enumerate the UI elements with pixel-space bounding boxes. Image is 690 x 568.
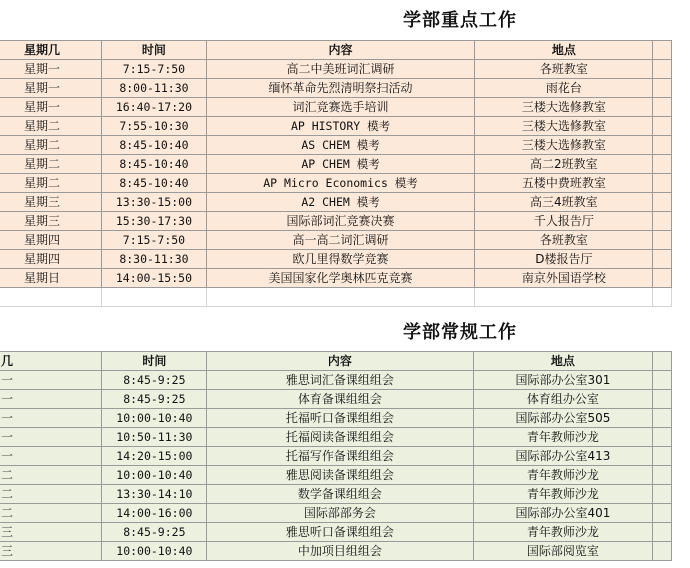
location-cell[interactable]: 三楼大选修教室 bbox=[475, 117, 653, 136]
table-row bbox=[0, 466, 672, 485]
extra-cell[interactable] bbox=[653, 542, 672, 561]
time-cell[interactable]: 10:00-10:40 bbox=[102, 466, 207, 485]
extra-cell[interactable] bbox=[653, 212, 672, 231]
weekday-cell[interactable]: 星期二 bbox=[0, 174, 102, 193]
header-weekday: 几 bbox=[0, 352, 102, 371]
extra-cell[interactable] bbox=[653, 193, 672, 212]
time-cell[interactable]: 8:45-10:40 bbox=[102, 155, 207, 174]
location-cell[interactable]: 体育组办公室 bbox=[473, 390, 653, 409]
weekday-cell[interactable]: 星期二 bbox=[0, 117, 102, 136]
weekday-cell[interactable]: 一 bbox=[0, 390, 102, 409]
content-cell[interactable]: 美国国家化学奥林匹克竞赛 bbox=[206, 269, 475, 288]
table-row bbox=[0, 60, 672, 79]
header-content: 内容 bbox=[206, 41, 475, 60]
content-cell[interactable]: 托福写作备课组组会 bbox=[207, 447, 473, 466]
location-cell[interactable]: 青年教师沙龙 bbox=[473, 485, 653, 504]
extra-cell[interactable] bbox=[653, 409, 672, 428]
weekday-cell[interactable]: 星期一 bbox=[0, 98, 102, 117]
location-cell[interactable]: 高二2班教室 bbox=[475, 155, 653, 174]
location-cell[interactable]: 千人报告厅 bbox=[475, 212, 653, 231]
weekday-cell[interactable]: 二 bbox=[0, 485, 102, 504]
location-cell[interactable]: 国际部阅览室 bbox=[473, 542, 653, 561]
table-row bbox=[0, 79, 672, 98]
content-cell[interactable]: 缅怀革命先烈清明祭扫活动 bbox=[206, 79, 475, 98]
extra-cell[interactable] bbox=[653, 136, 672, 155]
time-cell[interactable]: 8:30-11:30 bbox=[102, 250, 207, 269]
content-cell[interactable]: 高一高二词汇调研 bbox=[206, 231, 475, 250]
table-row bbox=[0, 485, 672, 504]
table-row bbox=[0, 523, 672, 542]
location-cell[interactable]: 国际部办公室505 bbox=[473, 409, 653, 428]
header-extra bbox=[653, 352, 672, 371]
location-cell[interactable]: D楼报告厅 bbox=[475, 250, 653, 269]
table-row bbox=[0, 193, 672, 212]
table-row bbox=[0, 371, 672, 390]
location-cell[interactable]: 雨花台 bbox=[475, 79, 653, 98]
content-cell[interactable]: AP CHEM 模考 bbox=[206, 155, 475, 174]
weekday-cell[interactable]: 一 bbox=[0, 447, 102, 466]
extra-cell[interactable] bbox=[653, 466, 672, 485]
weekday-cell[interactable]: 三 bbox=[0, 542, 102, 561]
weekday-cell[interactable]: 一 bbox=[0, 428, 102, 447]
extra-cell[interactable] bbox=[653, 60, 672, 79]
time-cell[interactable]: 15:30-17:30 bbox=[102, 212, 207, 231]
table-row bbox=[0, 269, 672, 288]
routine-work-header-row bbox=[0, 352, 672, 371]
key-work-table bbox=[0, 40, 672, 307]
table-row bbox=[0, 542, 672, 561]
location-cell[interactable]: 国际部办公室401 bbox=[473, 504, 653, 523]
weekday-cell[interactable]: 星期日 bbox=[0, 269, 102, 288]
header-location: 地点 bbox=[475, 41, 653, 60]
location-cell[interactable]: 青年教师沙龙 bbox=[473, 523, 653, 542]
time-cell[interactable]: 10:00-10:40 bbox=[102, 409, 207, 428]
location-cell[interactable]: 高三4班教室 bbox=[475, 193, 653, 212]
location-cell[interactable]: 国际部办公室413 bbox=[473, 447, 653, 466]
table-row bbox=[0, 447, 672, 466]
time-cell[interactable]: 7:15-7:50 bbox=[102, 60, 207, 79]
blank-cell[interactable] bbox=[653, 288, 672, 307]
location-cell[interactable]: 五楼中费班教室 bbox=[475, 174, 653, 193]
table-row bbox=[0, 212, 672, 231]
time-cell[interactable]: 13:30-15:00 bbox=[102, 193, 207, 212]
weekday-cell[interactable]: 二 bbox=[0, 466, 102, 485]
header-weekday: 星期几 bbox=[0, 41, 102, 60]
location-cell[interactable]: 三楼大选修教室 bbox=[475, 136, 653, 155]
table-row bbox=[0, 409, 672, 428]
content-cell[interactable]: 国际部部务会 bbox=[207, 504, 473, 523]
weekday-cell[interactable]: 星期四 bbox=[0, 231, 102, 250]
key-work-body bbox=[0, 60, 672, 288]
location-cell[interactable]: 国际部办公室301 bbox=[473, 371, 653, 390]
table-row bbox=[0, 504, 672, 523]
routine-work-body bbox=[0, 371, 672, 561]
time-cell[interactable]: 14:20-15:00 bbox=[102, 447, 207, 466]
time-cell[interactable]: 16:40-17:20 bbox=[102, 98, 207, 117]
extra-cell[interactable] bbox=[653, 523, 672, 542]
weekday-cell[interactable]: 星期一 bbox=[0, 60, 102, 79]
extra-cell[interactable] bbox=[653, 79, 672, 98]
blank-cell[interactable] bbox=[0, 288, 102, 307]
header-time: 时间 bbox=[102, 41, 207, 60]
weekday-cell[interactable]: 二 bbox=[0, 504, 102, 523]
content-cell[interactable]: A2 CHEM 模考 bbox=[206, 193, 475, 212]
time-cell[interactable]: 13:30-14:10 bbox=[102, 485, 207, 504]
location-cell[interactable]: 三楼大选修教室 bbox=[475, 98, 653, 117]
time-cell[interactable]: 14:00-16:00 bbox=[102, 504, 207, 523]
location-cell[interactable]: 青年教师沙龙 bbox=[473, 466, 653, 485]
extra-cell[interactable] bbox=[653, 447, 672, 466]
content-cell[interactable]: 雅思词汇备课组组会 bbox=[207, 371, 473, 390]
content-cell[interactable]: 国际部词汇竞赛决赛 bbox=[206, 212, 475, 231]
extra-cell[interactable] bbox=[653, 485, 672, 504]
extra-cell[interactable] bbox=[653, 504, 672, 523]
table-row bbox=[0, 428, 672, 447]
table-row bbox=[0, 250, 672, 269]
content-cell[interactable]: 托福听口备课组组会 bbox=[207, 409, 473, 428]
content-cell[interactable]: 雅思听口备课组组会 bbox=[207, 523, 473, 542]
table-row bbox=[0, 117, 672, 136]
extra-cell[interactable] bbox=[653, 250, 672, 269]
key-work-title: 学部重点工作 bbox=[403, 10, 517, 31]
time-cell[interactable]: 8:45-9:25 bbox=[102, 390, 207, 409]
content-cell[interactable]: AS CHEM 模考 bbox=[206, 136, 475, 155]
extra-cell[interactable] bbox=[653, 155, 672, 174]
table-row bbox=[0, 155, 672, 174]
key-work-blank-row bbox=[0, 288, 672, 307]
time-cell[interactable]: 8:45-9:25 bbox=[102, 523, 207, 542]
time-cell[interactable]: 8:45-10:40 bbox=[102, 174, 207, 193]
header-extra bbox=[653, 41, 672, 60]
weekday-cell[interactable]: 星期四 bbox=[0, 250, 102, 269]
weekday-cell[interactable]: 星期三 bbox=[0, 212, 102, 231]
table-row bbox=[0, 98, 672, 117]
location-cell[interactable]: 南京外国语学校 bbox=[475, 269, 653, 288]
time-cell[interactable]: 8:00-11:30 bbox=[102, 79, 207, 98]
time-cell[interactable]: 10:00-10:40 bbox=[102, 542, 207, 561]
weekday-cell[interactable]: 星期三 bbox=[0, 193, 102, 212]
location-cell[interactable]: 青年教师沙龙 bbox=[473, 428, 653, 447]
time-cell[interactable]: 10:50-11:30 bbox=[102, 428, 207, 447]
weekday-cell[interactable]: 星期二 bbox=[0, 136, 102, 155]
time-cell[interactable]: 14:00-15:50 bbox=[102, 269, 207, 288]
weekday-cell[interactable]: 星期二 bbox=[0, 155, 102, 174]
location-cell[interactable]: 各班教室 bbox=[475, 60, 653, 79]
weekday-cell[interactable]: 星期一 bbox=[0, 79, 102, 98]
time-cell[interactable]: 7:15-7:50 bbox=[102, 231, 207, 250]
key-work-header-row bbox=[0, 41, 672, 60]
content-cell[interactable]: 雅思阅读备课组组会 bbox=[207, 466, 473, 485]
extra-cell[interactable] bbox=[653, 98, 672, 117]
time-cell[interactable]: 7:55-10:30 bbox=[102, 117, 207, 136]
extra-cell[interactable] bbox=[653, 390, 672, 409]
header-location: 地点 bbox=[473, 352, 653, 371]
weekday-cell[interactable]: 三 bbox=[0, 523, 102, 542]
blank-cell[interactable] bbox=[475, 288, 653, 307]
extra-cell[interactable] bbox=[653, 231, 672, 250]
content-cell[interactable]: 数学备课组组会 bbox=[207, 485, 473, 504]
weekday-cell[interactable]: 一 bbox=[0, 409, 102, 428]
extra-cell[interactable] bbox=[653, 428, 672, 447]
routine-work-table bbox=[0, 351, 672, 561]
extra-cell[interactable] bbox=[653, 117, 672, 136]
table-row bbox=[0, 390, 672, 409]
header-time: 时间 bbox=[102, 352, 207, 371]
extra-cell[interactable] bbox=[653, 269, 672, 288]
routine-work-title: 学部常规工作 bbox=[403, 322, 517, 343]
weekday-cell[interactable]: 一 bbox=[0, 371, 102, 390]
time-cell[interactable]: 8:45-10:40 bbox=[102, 136, 207, 155]
content-cell[interactable]: AP HISTORY 模考 bbox=[206, 117, 475, 136]
blank-cell[interactable] bbox=[102, 288, 207, 307]
time-cell[interactable]: 8:45-9:25 bbox=[102, 371, 207, 390]
location-cell[interactable]: 各班教室 bbox=[475, 231, 653, 250]
content-cell[interactable]: AP Micro Economics 模考 bbox=[206, 174, 475, 193]
blank-cell[interactable] bbox=[206, 288, 475, 307]
content-cell[interactable]: 高二中美班词汇调研 bbox=[206, 60, 475, 79]
extra-cell[interactable] bbox=[653, 174, 672, 193]
table-row bbox=[0, 174, 672, 193]
content-cell[interactable]: 体育备课组组会 bbox=[207, 390, 473, 409]
content-cell[interactable]: 词汇竞赛选手培训 bbox=[206, 98, 475, 117]
content-cell[interactable]: 托福阅读备课组组会 bbox=[207, 428, 473, 447]
content-cell[interactable]: 中加项目组组会 bbox=[207, 542, 473, 561]
content-cell[interactable]: 欧几里得数学竞赛 bbox=[206, 250, 475, 269]
extra-cell[interactable] bbox=[653, 371, 672, 390]
table-row bbox=[0, 231, 672, 250]
table-row bbox=[0, 136, 672, 155]
header-content: 内容 bbox=[207, 352, 473, 371]
